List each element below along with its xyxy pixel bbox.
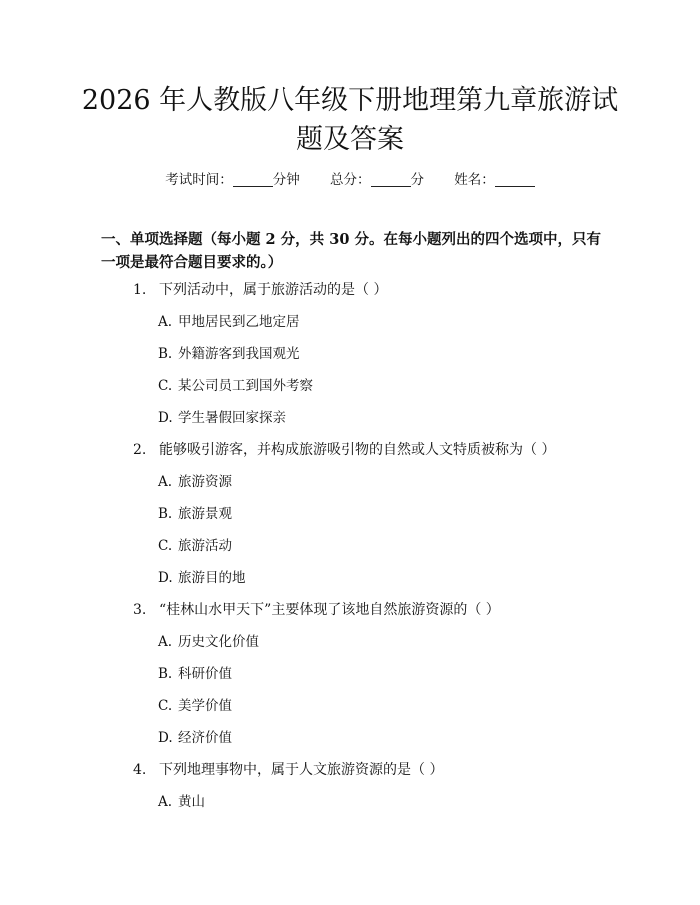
option-text: 旅游资源 [178,474,232,490]
question-2-option-c [158,536,232,556]
option-key: B. [158,346,173,362]
question-stem: “桂林山水甲天下”主要体现了该地自然旅游资源的（ ） [159,602,500,618]
exam-time-unit: 分钟 [272,172,300,188]
option-key: C. [158,378,173,394]
question-number: 1. [133,282,147,298]
question-1-option-d [158,408,286,428]
option-key: C. [158,538,173,554]
exam-time-label: 考试时间： [165,172,233,188]
option-text: 旅游目的地 [178,570,246,586]
option-text: 某公司员工到国外考察 [178,378,313,394]
exam-time-field [165,168,300,188]
question-1-option-c [158,376,313,396]
student-name-label: 姓名： [454,172,495,188]
question-1-option-b [158,344,300,364]
option-text: 旅游活动 [178,538,232,554]
option-key: A. [158,794,173,810]
option-key: A. [158,634,173,650]
option-text: 科研价值 [178,666,232,682]
total-score-unit: 分 [410,172,424,188]
option-key: A. [158,314,173,330]
option-key: B. [158,666,173,682]
student-name-field [454,168,535,188]
total-score-blank [371,172,411,187]
question-2-option-b [158,504,232,524]
question-4 [133,760,443,780]
option-key: C. [158,698,173,714]
document-title-line-2: 题及答案 [296,124,404,155]
question-stem: 能够吸引游客，并构成旅游吸引物的自然或人文特质被称为（ ） [159,442,556,458]
option-key: B. [158,506,173,522]
question-3-option-c [158,696,232,716]
option-key: D. [158,410,173,426]
question-4-option-a [158,792,205,812]
option-key: D. [158,570,173,586]
question-3-option-d [158,728,232,748]
option-text: 经济价值 [178,730,232,746]
question-2 [133,440,555,460]
option-text: 历史文化价值 [178,634,259,650]
exam-info [0,168,700,188]
section-heading: 一、单项选择题（每小题 2 分，共 30 分。在每小题列出的四个选项中，只有一项是最符合题目要求的。） [101,231,601,271]
document-title-line-1: 2026 年人教版八年级下册地理第九章旅游试 [81,85,619,116]
question-number: 2. [133,442,147,458]
question-number: 3. [133,602,147,618]
question-3 [133,600,500,620]
option-text: 甲地居民到乙地定居 [178,314,300,330]
option-text: 美学价值 [178,698,232,714]
question-3-option-b [158,664,232,684]
option-key: A. [158,474,173,490]
question-1-option-a [158,312,300,332]
student-name-blank [495,172,535,187]
total-score-label: 总分： [330,172,371,188]
question-1 [133,280,387,300]
option-text: 旅游景观 [178,506,232,522]
question-stem: 下列活动中，属于旅游活动的是（ ） [159,282,388,298]
question-number: 4. [133,762,147,778]
option-text: 黄山 [178,794,205,810]
option-text: 学生暑假回家探亲 [178,410,286,426]
total-score-field [330,168,424,188]
option-text: 外籍游客到我国观光 [178,346,300,362]
question-2-option-d [158,568,246,588]
question-3-option-a [158,632,259,652]
question-2-option-a [158,472,232,492]
question-stem: 下列地理事物中，属于人文旅游资源的是（ ） [159,762,444,778]
option-key: D. [158,730,173,746]
exam-time-blank [233,172,273,187]
